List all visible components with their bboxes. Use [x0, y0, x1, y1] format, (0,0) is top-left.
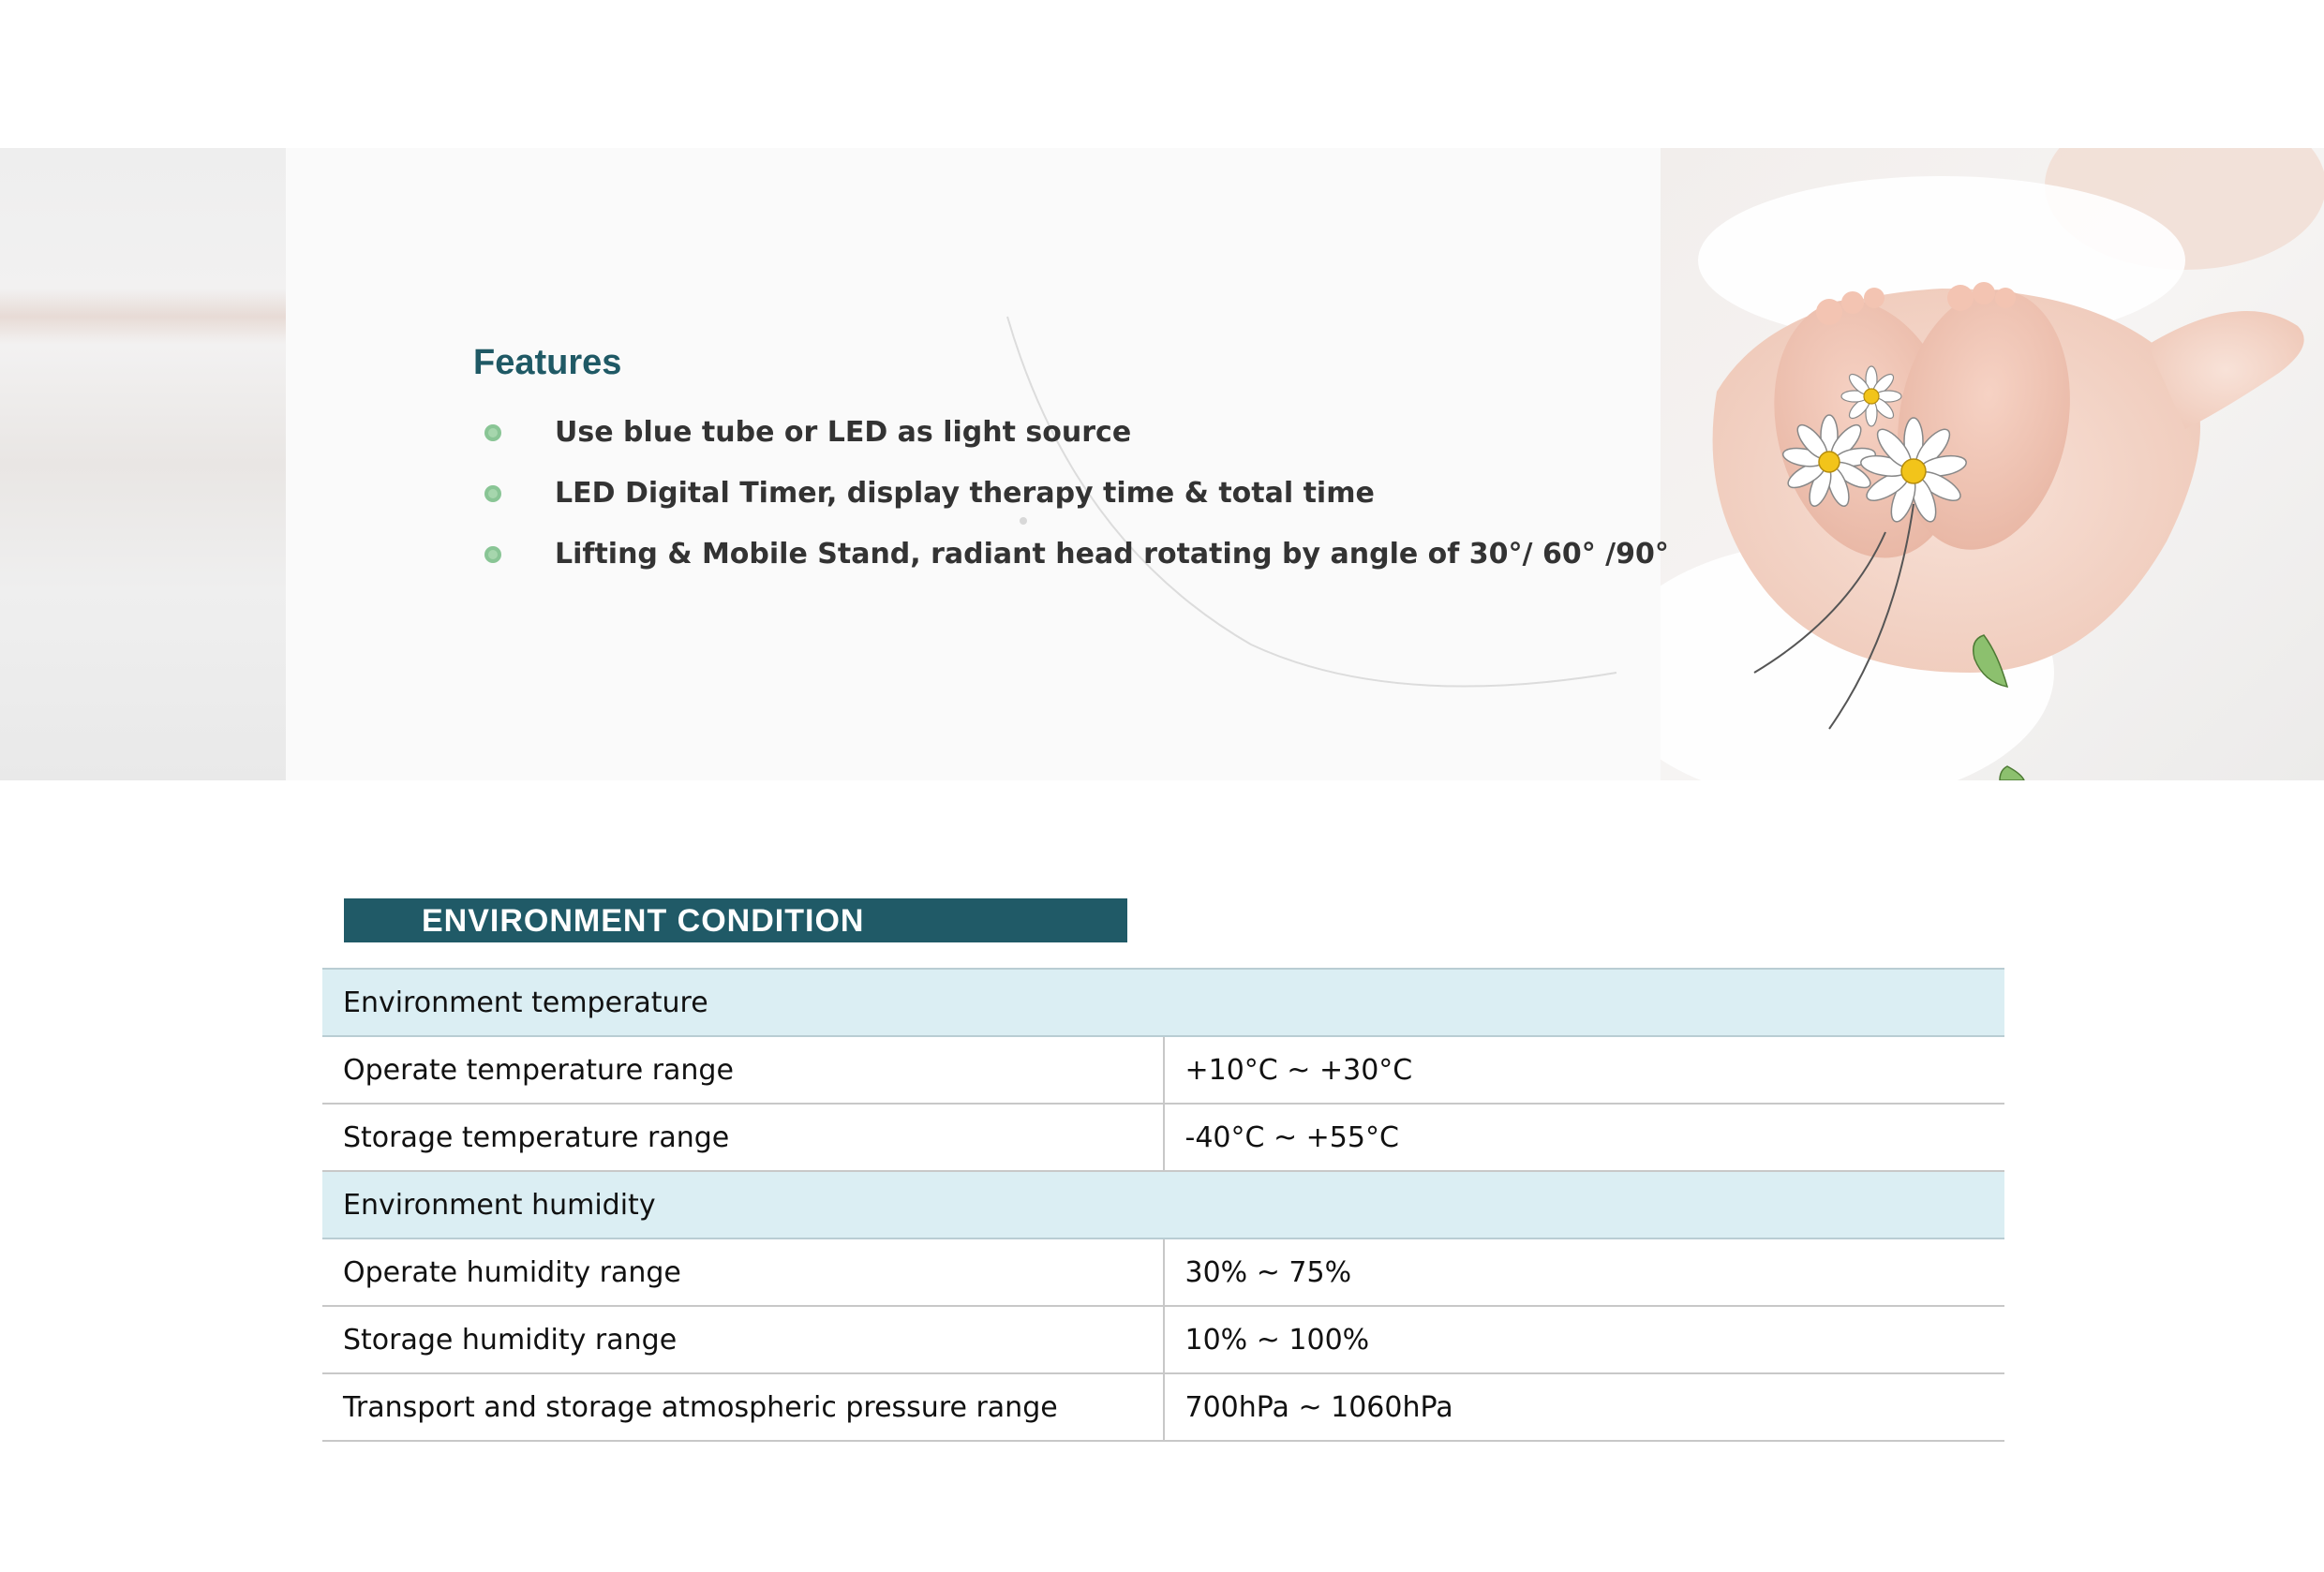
row-label: Storage humidity range [322, 1306, 1164, 1373]
row-value: 700hPa ~ 1060hPa [1164, 1373, 2005, 1441]
environment-header-title: ENVIRONMENT CONDITION [422, 903, 865, 939]
feature-item [478, 536, 1669, 597]
row-label: Transport and storage atmospheric pressure range [322, 1373, 1164, 1441]
row-value: 10% ~ 100% [1164, 1306, 2005, 1373]
environment-table [322, 968, 2004, 1442]
feature-text: Lifting & Mobile Stand, radiant head rotating by angle of 30°/ 60° /90° [555, 538, 1669, 571]
feature-text: LED Digital Timer, display therapy time & total time [555, 477, 1375, 510]
row-label: Operate humidity range [322, 1238, 1164, 1306]
green-dot-icon [483, 544, 503, 565]
green-dot-icon [483, 483, 503, 504]
feature-item [478, 414, 1669, 475]
table-row [322, 1306, 2004, 1373]
section-title: Environment temperature [322, 969, 2004, 1036]
environment-header-bar [344, 898, 1127, 942]
banner-left-image [0, 148, 286, 780]
features-title: Features [473, 343, 622, 382]
section-title: Environment humidity [322, 1171, 2004, 1238]
table-row [322, 1104, 2004, 1171]
row-value: 30% ~ 75% [1164, 1238, 2005, 1306]
row-label: Operate temperature range [322, 1036, 1164, 1104]
green-dot-icon [483, 423, 503, 443]
table-row [322, 1373, 2004, 1441]
feature-text: Use blue tube or LED as light source [555, 416, 1132, 449]
row-label: Storage temperature range [322, 1104, 1164, 1171]
features-banner [0, 148, 2324, 780]
features-list [478, 414, 1669, 597]
table-section-row [322, 969, 2004, 1036]
table-section-row [322, 1171, 2004, 1238]
row-value: -40°C ~ +55°C [1164, 1104, 2005, 1171]
table-row [322, 1036, 2004, 1104]
feature-item [478, 475, 1669, 536]
row-value: +10°C ~ +30°C [1164, 1036, 2005, 1104]
baby-feet-photo [1661, 148, 2324, 780]
table-row [322, 1238, 2004, 1306]
